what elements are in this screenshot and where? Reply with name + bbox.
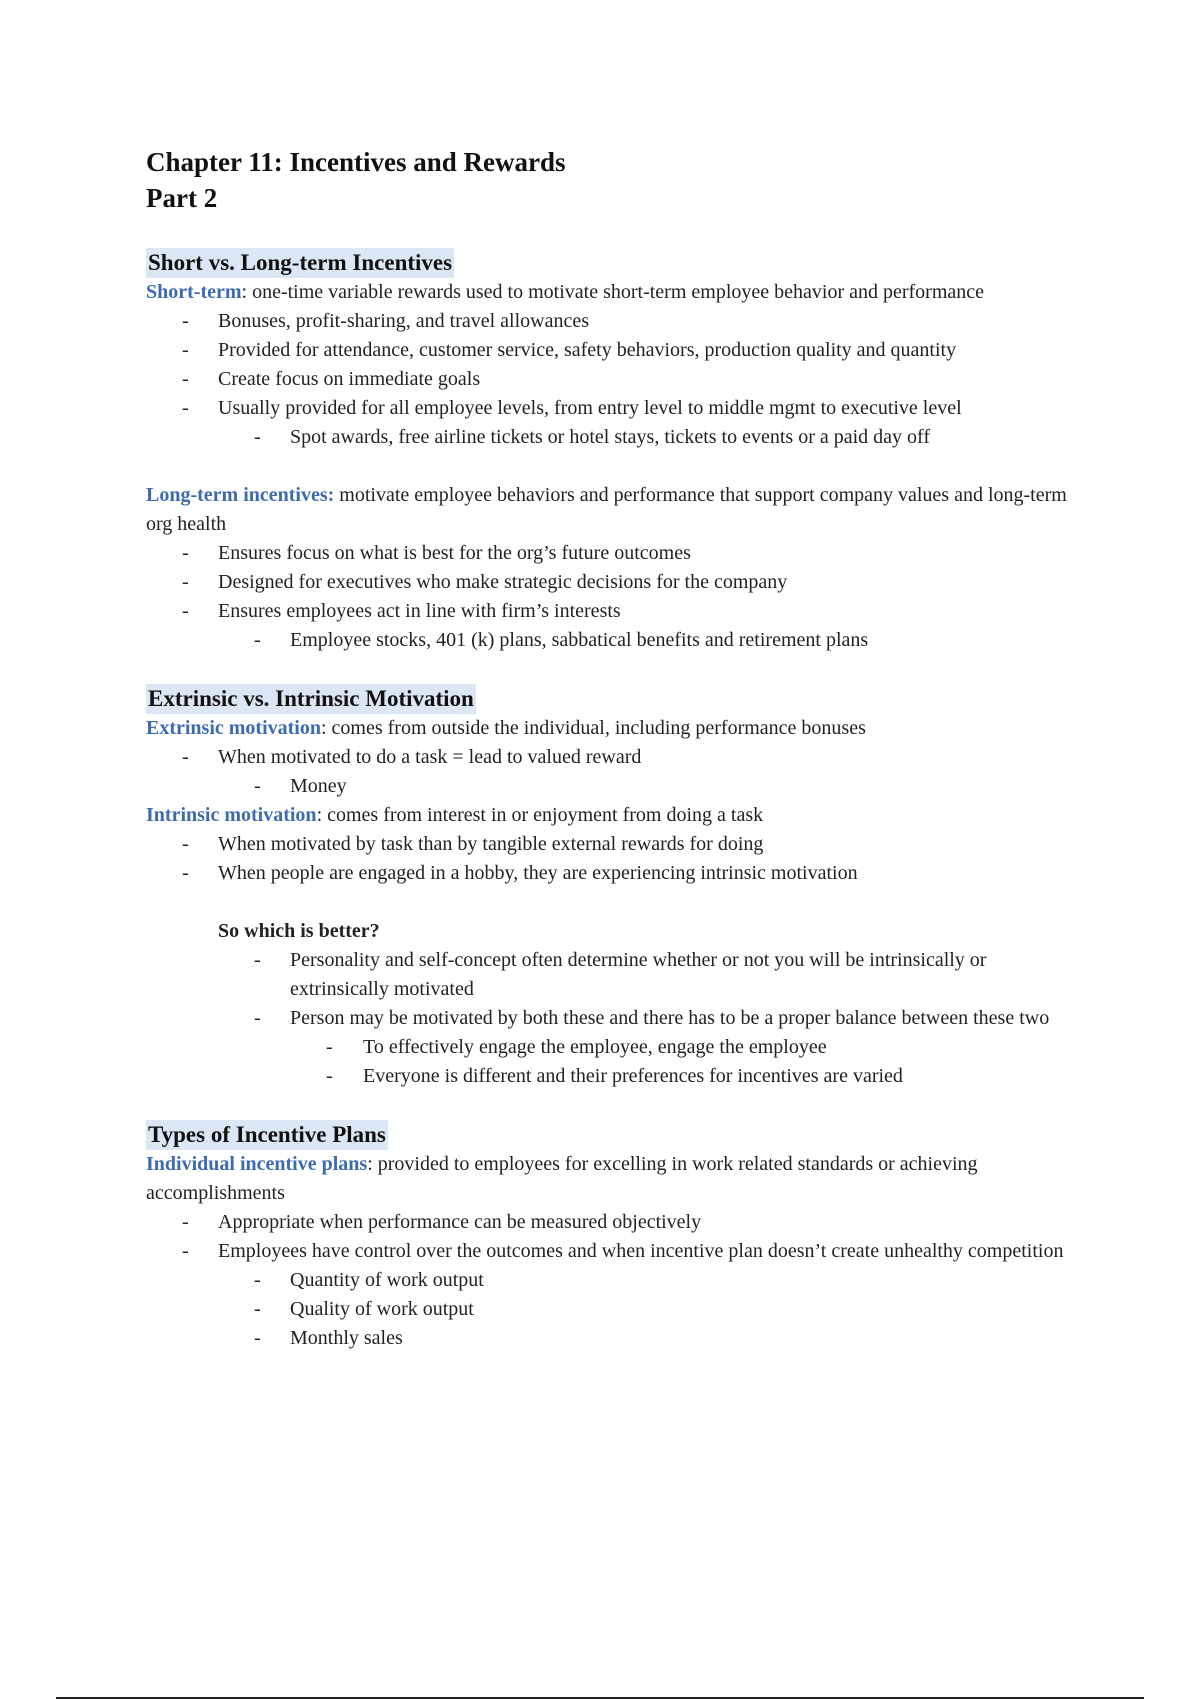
list-item: - Person may be motivated by both these and there has to be a proper balance between these two (254, 1007, 1050, 1029)
section-heading-short-long: Short vs. Long-term Incentives (146, 248, 454, 278)
list-item: - Everyone is different and their preferences for incentives are varied (326, 1065, 903, 1087)
list-item: - Ensures employees act in line with firm’s interests (182, 600, 621, 622)
extrinsic-term: Extrinsic motivation (146, 717, 321, 739)
list-item: - When people are engaged in a hobby, they are experiencing intrinsic motivation (182, 862, 858, 884)
section-heading-motivation: Extrinsic vs. Intrinsic Motivation (146, 684, 476, 714)
list-item: - Monthly sales (254, 1327, 403, 1349)
section-short-long (146, 248, 1086, 655)
which-better-list (146, 946, 1086, 1091)
list-item: - When motivated to do a task = lead to valued reward (182, 746, 642, 768)
extrinsic-list (146, 743, 1086, 801)
list-item: - Usually provided for all employee levels, from entry level to middle mgmt to executive level (182, 397, 962, 419)
individual-plans-term: Individual incentive plans (146, 1153, 368, 1175)
short-term-term: Short-term (146, 281, 242, 303)
extrinsic-definition: Extrinsic motivation: comes from outside the individual, including performance bonuses (146, 717, 866, 739)
long-term-list (146, 539, 1086, 655)
short-term-definition: Short-term: one-time variable rewards used to motivate short-term employee behavior and performance (146, 281, 985, 303)
list-item: - Ensures focus on what is best for the org’s future outcomes (182, 542, 691, 564)
list-item: - Spot awards, free airline tickets or hotel stays, tickets to events or a paid day off (254, 426, 930, 448)
footer-rule (56, 1697, 1144, 1699)
list-item: - Quality of work output (254, 1298, 474, 1320)
which-better-question: So which is better? (218, 920, 380, 942)
intrinsic-list (146, 830, 1086, 888)
list-item: - Quantity of work output (254, 1269, 484, 1291)
list-item: - Employee stocks, 401 (k) plans, sabbatical benefits and retirement plans (254, 629, 869, 651)
list-item: - Appropriate when performance can be measured objectively (182, 1211, 702, 1233)
list-item: - Employees have control over the outcomes and when incentive plan doesn’t create unhealthy competition (182, 1240, 1064, 1262)
long-term-term: Long-term incentives: (146, 484, 335, 506)
section-motivation (146, 684, 1086, 1091)
chapter-title (146, 144, 1086, 216)
list-item: - Money (254, 775, 347, 797)
list-item: - Designed for executives who make strategic decisions for the company (182, 571, 788, 593)
section-plans (146, 1120, 1086, 1353)
title-line-1: Chapter 11: Incentives and Rewards (146, 147, 566, 177)
document-page (146, 144, 1086, 1353)
section-heading-plans: Types of Incentive Plans (146, 1120, 388, 1150)
title-line-2: Part 2 (146, 183, 218, 213)
individual-plans-definition: Individual incentive plans: provided to employees for excelling in work related standards or achieving accomplishments (146, 1153, 978, 1204)
list-item: - Bonuses, profit-sharing, and travel allowances (182, 310, 590, 332)
intrinsic-definition: Intrinsic motivation: comes from interest in or enjoyment from doing a task (146, 804, 764, 826)
long-term-definition: Long-term incentives: motivate employee behaviors and performance that support company values and long-term org health (146, 484, 1067, 535)
list-item: - To effectively engage the employee, engage the employee (326, 1036, 827, 1058)
list-item: - When motivated by task than by tangible external rewards for doing (182, 833, 764, 855)
list-item: - Personality and self-concept often determine whether or not you will be intrinsically or extrinsically motivated (254, 949, 987, 1000)
short-term-list (146, 307, 1086, 452)
list-item: - Create focus on immediate goals (182, 368, 481, 390)
individual-plans-list (146, 1208, 1086, 1353)
list-item: - Provided for attendance, customer service, safety behaviors, production quality and quantity (182, 339, 957, 361)
intrinsic-term: Intrinsic motivation (146, 804, 317, 826)
